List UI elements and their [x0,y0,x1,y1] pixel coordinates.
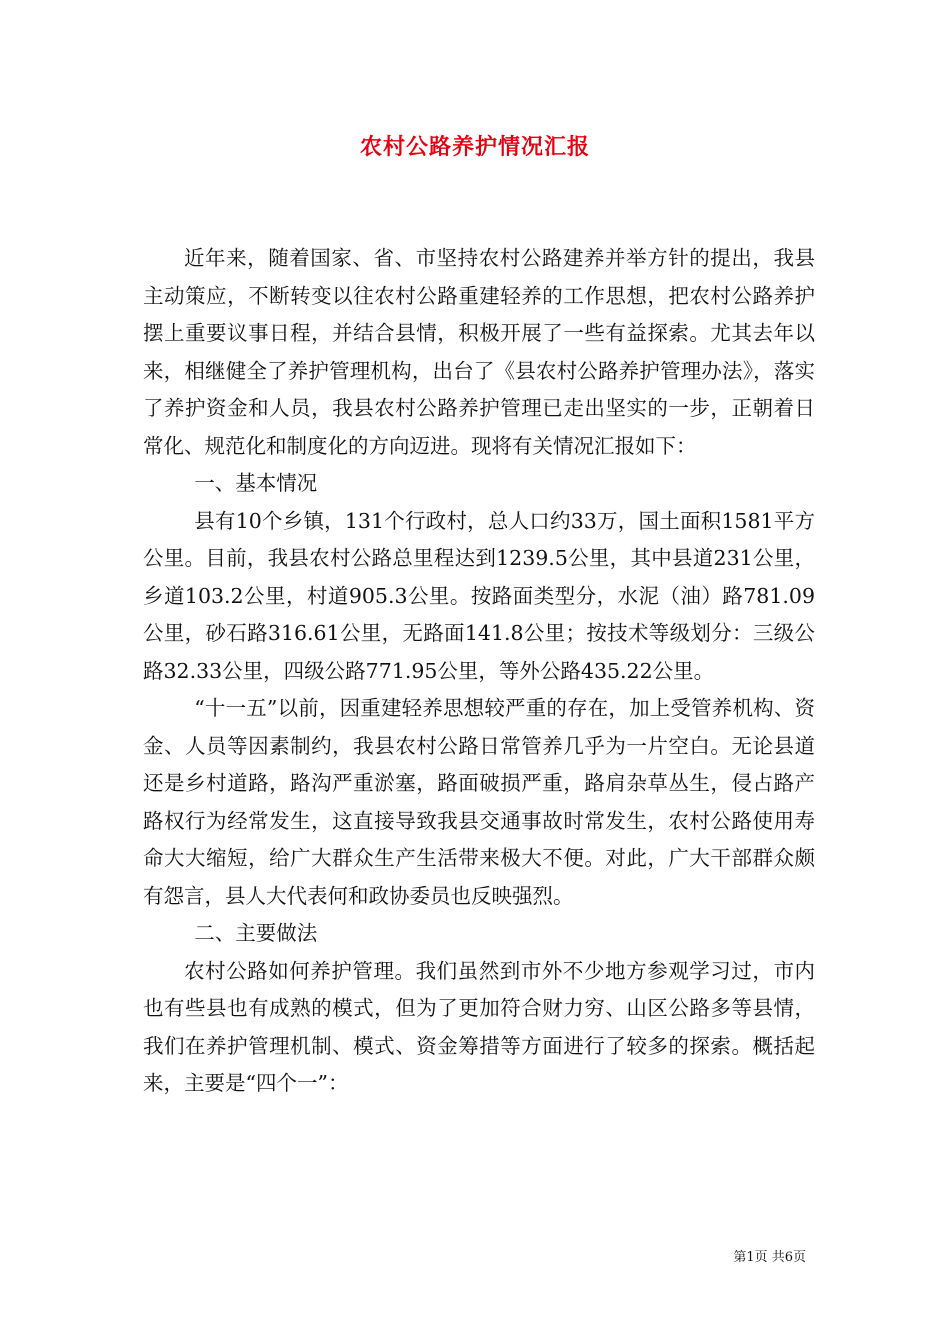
page-number-footer: 第1页 共6页 [733,1250,806,1265]
document-title: 农村公路养护情况汇报 [359,134,590,160]
section-heading-basic-situation: 一、基本情况 [194,471,318,495]
paragraph-basic-stats: 县有10个乡镇，131个行政村，总人口约33万，国土面积1581平方公里。目前，我县农村公路总里程达到1239.5公里，其中县道231公里，乡道103.2公里，村道905.3公里。按路面类型分，水泥（油）路781.09公里，砂石路316.61公里，无路面141.8公里；按技术等级划分：三级公路32.33公里，四级公路771.95公里，等外公路435.22公里。 [143,508,815,683]
paragraph-intro: 近年来，随着国家、省、市坚持农村公路建养并举方针的提出，我县主动策应，不断转变以往农村公路重建轻养的工作思想，把农村公路养护摆上重要议事日程，并结合县情，积极开展了一些有益探索。尤其去年以来，相继健全了养护管理机构，出台了《县农村公路养护管理办法》，落实了养护资金和人员，我县农村公路养护管理已走出坚实的一步，正朝着日常化、规范化和制度化的方向迈进。现将有关情况汇报如下： [143,246,815,458]
paragraph-history: “十一五”以前，因重建轻养思想较严重的存在，加上受管养机构、资金、人员等因素制约，我县农村公路日常管养几乎为一片空白。无论县道还是乡村道路，路沟严重淤塞，路面破损严重，路肩杂草丛生，侵占路产路权行为经常发生，这直接导致我县交通事故时常发生，农村公路使用寿命大大缩短，给广大群众生产生活带来极大不便。对此，广大干部群众颇有怨言，县人大代表何和政协委员也反映强烈。 [143,696,815,908]
document-body [143,240,815,1103]
section-heading-main-practices: 二、主要做法 [194,921,318,945]
paragraph-practices-intro: 农村公路如何养护管理。我们虽然到市外不少地方参观学习过，市内也有些县也有成熟的模式，但为了更加符合财力穷、山区公路多等县情，我们在养护管理机制、模式、资金筹措等方面进行了较多的探索。概括起来，主要是“四个一”： [143,958,815,1095]
